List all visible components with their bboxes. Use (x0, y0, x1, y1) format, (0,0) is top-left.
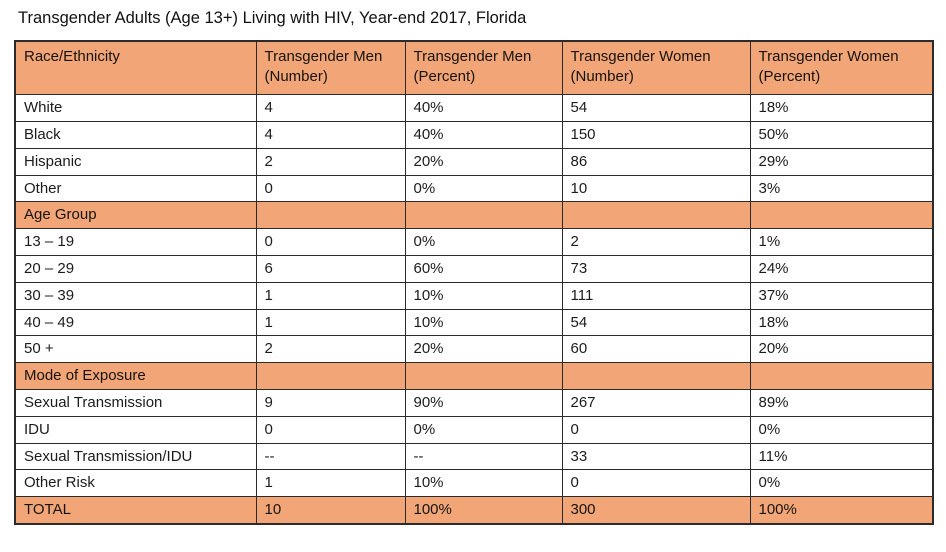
value-cell: 10 (562, 175, 750, 202)
section-label-cell: Age Group (15, 202, 256, 229)
value-cell: 37% (750, 282, 933, 309)
table-row (15, 121, 933, 148)
value-cell: 0 (256, 229, 405, 256)
value-cell: 40% (405, 95, 562, 122)
value-cell: 54 (562, 95, 750, 122)
section-empty-cell (405, 363, 562, 390)
value-cell: 3% (750, 175, 933, 202)
value-cell: 0% (750, 416, 933, 443)
value-cell: 0 (256, 416, 405, 443)
value-cell: 0% (750, 470, 933, 497)
section-empty-cell (562, 202, 750, 229)
value-cell: 267 (562, 389, 750, 416)
column-header: Transgender Women (Number) (562, 41, 750, 95)
column-header: Transgender Men (Percent) (405, 41, 562, 95)
section-header-row (15, 202, 933, 229)
table-row (15, 148, 933, 175)
value-cell: 10% (405, 282, 562, 309)
column-header: Transgender Women (Percent) (750, 41, 933, 95)
column-header: Race/Ethnicity (15, 41, 256, 95)
table-row (15, 255, 933, 282)
value-cell: 24% (750, 255, 933, 282)
row-label-cell: Other Risk (15, 470, 256, 497)
section-empty-cell (405, 202, 562, 229)
value-cell: 2 (256, 336, 405, 363)
section-label-cell: Mode of Exposure (15, 363, 256, 390)
value-cell: 150 (562, 121, 750, 148)
section-header-row (15, 363, 933, 390)
value-cell: 29% (750, 148, 933, 175)
value-cell: 18% (750, 95, 933, 122)
row-label-cell: White (15, 95, 256, 122)
value-cell: 0% (405, 416, 562, 443)
table-row (15, 416, 933, 443)
value-cell: 6 (256, 255, 405, 282)
value-cell: 20% (405, 148, 562, 175)
table-row (15, 229, 933, 256)
row-label-cell: Sexual Transmission (15, 389, 256, 416)
row-label-cell: Hispanic (15, 148, 256, 175)
row-label-cell: 13 – 19 (15, 229, 256, 256)
value-cell: 0% (405, 229, 562, 256)
hiv-data-table (14, 40, 934, 525)
value-cell: 10% (405, 309, 562, 336)
value-cell: 0 (256, 175, 405, 202)
value-cell: 73 (562, 255, 750, 282)
row-label-cell: Sexual Transmission/IDU (15, 443, 256, 470)
table-row (15, 470, 933, 497)
value-cell: 60% (405, 255, 562, 282)
table-row (15, 336, 933, 363)
value-cell: 100% (405, 497, 562, 524)
value-cell: 2 (562, 229, 750, 256)
value-cell: 0 (562, 470, 750, 497)
table-row (15, 95, 933, 122)
value-cell: 300 (562, 497, 750, 524)
table-row (15, 443, 933, 470)
value-cell: 20% (405, 336, 562, 363)
value-cell: 4 (256, 95, 405, 122)
value-cell: 1% (750, 229, 933, 256)
section-empty-cell (562, 363, 750, 390)
value-cell: 33 (562, 443, 750, 470)
value-cell: 20% (750, 336, 933, 363)
value-cell: -- (256, 443, 405, 470)
value-cell: 11% (750, 443, 933, 470)
row-label-cell: Black (15, 121, 256, 148)
value-cell: 4 (256, 121, 405, 148)
row-label-cell: 20 – 29 (15, 255, 256, 282)
value-cell: 100% (750, 497, 933, 524)
value-cell: 1 (256, 309, 405, 336)
table-row (15, 175, 933, 202)
value-cell: 2 (256, 148, 405, 175)
value-cell: 60 (562, 336, 750, 363)
value-cell: 89% (750, 389, 933, 416)
table-row (15, 282, 933, 309)
value-cell: 54 (562, 309, 750, 336)
column-header: Transgender Men (Number) (256, 41, 405, 95)
section-empty-cell (256, 363, 405, 390)
section-empty-cell (750, 202, 933, 229)
value-cell: 90% (405, 389, 562, 416)
value-cell: 0% (405, 175, 562, 202)
row-label-cell: 30 – 39 (15, 282, 256, 309)
value-cell: 111 (562, 282, 750, 309)
value-cell: 1 (256, 282, 405, 309)
value-cell: 0 (562, 416, 750, 443)
row-label-cell: IDU (15, 416, 256, 443)
table-row (15, 309, 933, 336)
value-cell: 9 (256, 389, 405, 416)
value-cell: 10% (405, 470, 562, 497)
table-row (15, 389, 933, 416)
section-empty-cell (750, 363, 933, 390)
value-cell: 10 (256, 497, 405, 524)
value-cell: 86 (562, 148, 750, 175)
section-empty-cell (256, 202, 405, 229)
value-cell: 40% (405, 121, 562, 148)
value-cell: 18% (750, 309, 933, 336)
table-body (15, 95, 933, 524)
value-cell: -- (405, 443, 562, 470)
row-label-cell: 50 + (15, 336, 256, 363)
total-row (15, 497, 933, 524)
row-label-cell: TOTAL (15, 497, 256, 524)
page-title: Transgender Adults (Age 13+) Living with HIV, Year-end 2017, Florida (18, 9, 527, 27)
row-label-cell: Other (15, 175, 256, 202)
row-label-cell: 40 – 49 (15, 309, 256, 336)
value-cell: 1 (256, 470, 405, 497)
value-cell: 50% (750, 121, 933, 148)
header-row (15, 41, 933, 95)
